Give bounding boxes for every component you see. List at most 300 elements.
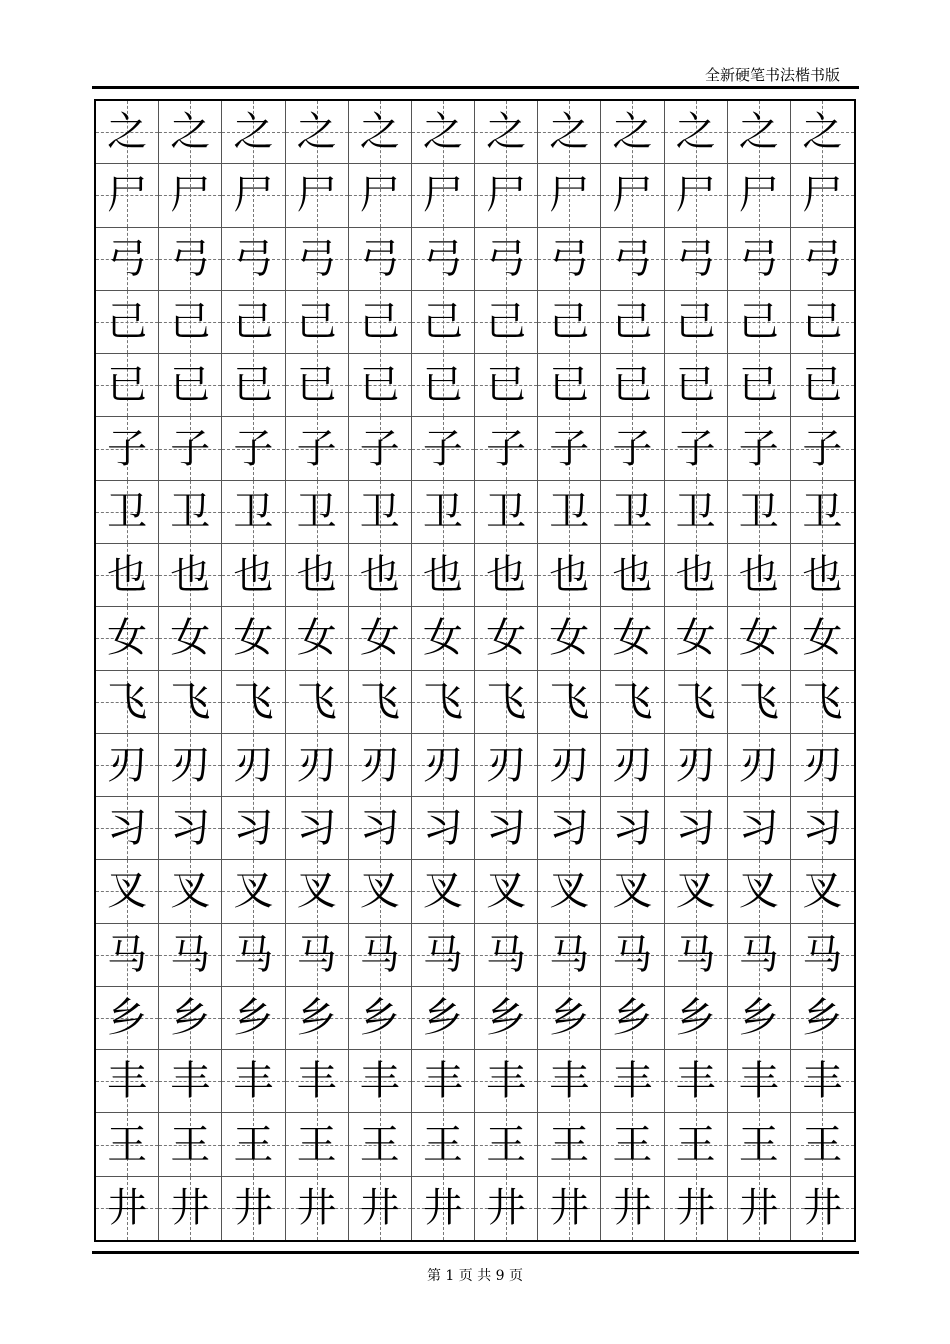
practice-character: 之 [675, 109, 716, 156]
grid-cell [665, 797, 728, 860]
practice-character: 已 [612, 362, 653, 409]
grid-cell [475, 481, 538, 544]
grid-cell [159, 101, 222, 164]
practice-character: 尸 [422, 172, 463, 219]
grid-cell [601, 607, 664, 670]
practice-character: 也 [675, 552, 716, 599]
grid-cell [538, 228, 601, 291]
grid-cell [222, 544, 285, 607]
grid-cell [412, 734, 475, 797]
grid-cell [601, 544, 664, 607]
practice-character: 弓 [296, 235, 337, 282]
practice-character: 弓 [486, 235, 527, 282]
grid-cell [475, 291, 538, 354]
practice-character: 之 [486, 109, 527, 156]
grid-cell [791, 671, 854, 734]
practice-character: 也 [738, 552, 779, 599]
grid-cell [538, 417, 601, 480]
practice-character: 弓 [612, 235, 653, 282]
grid-cell [286, 924, 349, 987]
practice-character: 井 [675, 1185, 716, 1232]
grid-cell [159, 860, 222, 923]
practice-character: 弓 [738, 235, 779, 282]
practice-character: 卫 [170, 488, 211, 535]
practice-character: 井 [233, 1185, 274, 1232]
grid-cell [412, 671, 475, 734]
practice-character: 己 [675, 298, 716, 345]
practice-character: 马 [675, 931, 716, 978]
practice-character: 马 [486, 931, 527, 978]
grid-cell [349, 987, 412, 1050]
grid-cell [349, 228, 412, 291]
grid-cell [665, 924, 728, 987]
grid-cell [791, 797, 854, 860]
grid-cell [665, 354, 728, 417]
practice-character: 弓 [422, 235, 463, 282]
practice-character: 已 [296, 362, 337, 409]
practice-character: 习 [549, 805, 590, 852]
practice-character: 已 [359, 362, 400, 409]
practice-character: 马 [296, 931, 337, 978]
practice-character: 女 [675, 615, 716, 662]
practice-character: 乡 [170, 995, 211, 1042]
practice-character: 乡 [107, 995, 148, 1042]
grid-cell [412, 607, 475, 670]
practice-character: 子 [422, 425, 463, 472]
practice-character: 子 [549, 425, 590, 472]
practice-character: 己 [422, 298, 463, 345]
grid-cell [601, 734, 664, 797]
practice-character: 井 [170, 1185, 211, 1232]
footer-rule [92, 1251, 859, 1254]
practice-character: 卫 [802, 488, 843, 535]
practice-character: 习 [170, 805, 211, 852]
practice-character: 乡 [296, 995, 337, 1042]
grid-cell [665, 1113, 728, 1176]
grid-cell [665, 481, 728, 544]
practice-character: 女 [233, 615, 274, 662]
practice-character: 王 [359, 1121, 400, 1168]
practice-character: 子 [675, 425, 716, 472]
grid-cell [96, 1177, 159, 1240]
practice-character: 王 [675, 1121, 716, 1168]
grid-cell [96, 228, 159, 291]
practice-character: 也 [296, 552, 337, 599]
grid-cell [665, 1050, 728, 1113]
practice-character: 飞 [549, 678, 590, 725]
practice-character: 飞 [802, 678, 843, 725]
practice-character: 也 [359, 552, 400, 599]
grid-cell [349, 354, 412, 417]
practice-character: 己 [107, 298, 148, 345]
grid-cell [665, 164, 728, 227]
practice-character: 女 [296, 615, 337, 662]
practice-character: 叉 [170, 868, 211, 915]
grid-cell [475, 544, 538, 607]
grid-cell [349, 1050, 412, 1113]
grid-cell [475, 734, 538, 797]
grid-cell [475, 797, 538, 860]
grid-cell [412, 1113, 475, 1176]
practice-character: 刃 [359, 741, 400, 788]
grid-cell [538, 924, 601, 987]
grid-cell [728, 1177, 791, 1240]
grid-cell [412, 860, 475, 923]
practice-character: 王 [233, 1121, 274, 1168]
grid-cell [538, 164, 601, 227]
practice-character: 王 [549, 1121, 590, 1168]
grid-cell [601, 797, 664, 860]
grid-cell [286, 354, 349, 417]
grid-cell [475, 164, 538, 227]
practice-character: 叉 [486, 868, 527, 915]
practice-character: 子 [170, 425, 211, 472]
grid-cell [665, 860, 728, 923]
grid-cell [538, 291, 601, 354]
practice-character: 丰 [422, 1058, 463, 1105]
grid-cell [159, 417, 222, 480]
practice-character: 习 [422, 805, 463, 852]
grid-cell [159, 481, 222, 544]
grid-cell [286, 417, 349, 480]
grid-cell [791, 1177, 854, 1240]
grid-cell [96, 481, 159, 544]
grid-cell [791, 924, 854, 987]
grid-cell [286, 544, 349, 607]
practice-character: 飞 [486, 678, 527, 725]
grid-cell [601, 354, 664, 417]
practice-character: 井 [802, 1185, 843, 1232]
practice-character: 弓 [549, 235, 590, 282]
practice-character: 王 [612, 1121, 653, 1168]
practice-character: 井 [549, 1185, 590, 1232]
grid-cell [601, 291, 664, 354]
practice-character: 王 [170, 1121, 211, 1168]
grid-cell [286, 671, 349, 734]
grid-cell [538, 354, 601, 417]
grid-cell [728, 481, 791, 544]
grid-cell [665, 228, 728, 291]
practice-character: 尸 [738, 172, 779, 219]
practice-character: 马 [170, 931, 211, 978]
practice-grid [94, 99, 856, 1242]
grid-cell [791, 101, 854, 164]
grid-cell [412, 1050, 475, 1113]
practice-character: 卫 [296, 488, 337, 535]
practice-character: 之 [233, 109, 274, 156]
grid-cell [286, 1050, 349, 1113]
practice-character: 叉 [675, 868, 716, 915]
grid-cell [96, 1113, 159, 1176]
practice-character: 卫 [549, 488, 590, 535]
practice-character: 马 [612, 931, 653, 978]
grid-cell [286, 1177, 349, 1240]
grid-cell [222, 797, 285, 860]
grid-cell [601, 1050, 664, 1113]
grid-cell [601, 101, 664, 164]
grid-cell [222, 671, 285, 734]
grid-cell [222, 607, 285, 670]
practice-character: 飞 [233, 678, 274, 725]
grid-cell [159, 1113, 222, 1176]
practice-character: 尸 [486, 172, 527, 219]
practice-character: 乡 [486, 995, 527, 1042]
practice-character: 卫 [486, 488, 527, 535]
grid-cell [222, 291, 285, 354]
grid-cell [728, 1050, 791, 1113]
grid-cell [222, 734, 285, 797]
practice-character: 叉 [233, 868, 274, 915]
practice-character: 子 [233, 425, 274, 472]
practice-character: 乡 [549, 995, 590, 1042]
practice-character: 乡 [675, 995, 716, 1042]
practice-character: 已 [738, 362, 779, 409]
grid-cell [96, 101, 159, 164]
practice-character: 丰 [486, 1058, 527, 1105]
practice-character: 也 [422, 552, 463, 599]
practice-character: 子 [107, 425, 148, 472]
practice-character: 习 [738, 805, 779, 852]
practice-character: 尸 [802, 172, 843, 219]
practice-character: 习 [233, 805, 274, 852]
practice-character: 弓 [675, 235, 716, 282]
grid-cell [159, 987, 222, 1050]
practice-character: 刃 [802, 741, 843, 788]
grid-cell [159, 797, 222, 860]
grid-cell [222, 354, 285, 417]
grid-cell [286, 101, 349, 164]
practice-character: 弓 [359, 235, 400, 282]
grid-cell [96, 734, 159, 797]
grid-cell [159, 228, 222, 291]
grid-cell [791, 354, 854, 417]
practice-character: 丰 [802, 1058, 843, 1105]
grid-cell [349, 101, 412, 164]
grid-cell [728, 101, 791, 164]
practice-character: 己 [612, 298, 653, 345]
practice-character: 己 [549, 298, 590, 345]
practice-character: 之 [422, 109, 463, 156]
practice-character: 井 [296, 1185, 337, 1232]
practice-character: 飞 [422, 678, 463, 725]
grid-cell [96, 164, 159, 227]
grid-cell [538, 797, 601, 860]
grid-cell [538, 1050, 601, 1113]
practice-character: 卫 [359, 488, 400, 535]
grid-cell [475, 671, 538, 734]
practice-character: 王 [486, 1121, 527, 1168]
practice-character: 刃 [107, 741, 148, 788]
practice-character: 尸 [107, 172, 148, 219]
grid-cell [159, 1177, 222, 1240]
practice-character: 己 [359, 298, 400, 345]
practice-character: 已 [422, 362, 463, 409]
grid-cell [96, 860, 159, 923]
practice-character: 叉 [296, 868, 337, 915]
grid-cell [728, 291, 791, 354]
practice-character: 刃 [422, 741, 463, 788]
grid-cell [665, 417, 728, 480]
practice-character: 卫 [233, 488, 274, 535]
practice-character: 也 [802, 552, 843, 599]
practice-character: 已 [233, 362, 274, 409]
grid-cell [222, 924, 285, 987]
practice-character: 弓 [233, 235, 274, 282]
practice-character: 女 [738, 615, 779, 662]
grid-cell [601, 1177, 664, 1240]
grid-cell [96, 924, 159, 987]
grid-cell [665, 544, 728, 607]
grid-cell [96, 544, 159, 607]
grid-cell [601, 228, 664, 291]
practice-character: 尸 [233, 172, 274, 219]
grid-cell [791, 481, 854, 544]
practice-character: 已 [802, 362, 843, 409]
practice-character: 乡 [422, 995, 463, 1042]
grid-cell [538, 1113, 601, 1176]
grid-cell [286, 607, 349, 670]
grid-cell [159, 291, 222, 354]
practice-character: 也 [107, 552, 148, 599]
practice-character: 己 [802, 298, 843, 345]
grid-cell [475, 860, 538, 923]
grid-cell [412, 481, 475, 544]
header-rule [92, 86, 859, 89]
practice-character: 丰 [170, 1058, 211, 1105]
practice-character: 飞 [675, 678, 716, 725]
grid-cell [349, 734, 412, 797]
grid-cell [538, 544, 601, 607]
practice-character: 之 [296, 109, 337, 156]
practice-character: 刃 [675, 741, 716, 788]
grid-cell [475, 417, 538, 480]
practice-character: 乡 [233, 995, 274, 1042]
grid-cell [601, 860, 664, 923]
practice-character: 子 [486, 425, 527, 472]
grid-cell [349, 671, 412, 734]
practice-character: 已 [107, 362, 148, 409]
grid-cell [475, 607, 538, 670]
practice-character: 也 [612, 552, 653, 599]
practice-character: 子 [612, 425, 653, 472]
practice-character: 井 [422, 1185, 463, 1232]
practice-character: 己 [170, 298, 211, 345]
grid-cell [222, 1113, 285, 1176]
practice-character: 己 [233, 298, 274, 345]
practice-character: 女 [107, 615, 148, 662]
grid-cell [349, 924, 412, 987]
practice-character: 飞 [296, 678, 337, 725]
grid-cell [728, 164, 791, 227]
practice-character: 井 [107, 1185, 148, 1232]
grid-cell [791, 607, 854, 670]
grid-cell [475, 1050, 538, 1113]
grid-cell [349, 164, 412, 227]
grid-cell [538, 987, 601, 1050]
practice-character: 飞 [107, 678, 148, 725]
practice-character: 也 [233, 552, 274, 599]
grid-cell [728, 354, 791, 417]
grid-cell [286, 987, 349, 1050]
grid-cell [475, 987, 538, 1050]
grid-cell [159, 734, 222, 797]
practice-character: 乡 [738, 995, 779, 1042]
grid-cell [412, 417, 475, 480]
grid-cell [665, 671, 728, 734]
grid-cell [412, 924, 475, 987]
grid-cell [412, 1177, 475, 1240]
grid-cell [96, 417, 159, 480]
practice-character: 己 [486, 298, 527, 345]
grid-cell [96, 987, 159, 1050]
grid-cell [601, 924, 664, 987]
grid-cell [791, 228, 854, 291]
grid-cell [412, 544, 475, 607]
practice-character: 丰 [107, 1058, 148, 1105]
practice-character: 王 [422, 1121, 463, 1168]
grid-cell [475, 101, 538, 164]
practice-character: 丰 [359, 1058, 400, 1105]
practice-character: 叉 [802, 868, 843, 915]
practice-character: 已 [170, 362, 211, 409]
practice-character: 女 [486, 615, 527, 662]
grid-cell [412, 987, 475, 1050]
grid-cell [791, 291, 854, 354]
practice-character: 也 [170, 552, 211, 599]
practice-character: 丰 [612, 1058, 653, 1105]
practice-character: 丰 [233, 1058, 274, 1105]
grid-cell [728, 734, 791, 797]
practice-character: 习 [359, 805, 400, 852]
practice-character: 刃 [738, 741, 779, 788]
grid-cell [601, 164, 664, 227]
grid-cell [475, 924, 538, 987]
grid-cell [159, 607, 222, 670]
grid-cell [538, 481, 601, 544]
grid-cell [728, 860, 791, 923]
grid-cell [665, 101, 728, 164]
grid-cell [159, 164, 222, 227]
grid-cell [728, 797, 791, 860]
grid-cell [728, 228, 791, 291]
grid-cell [728, 987, 791, 1050]
grid-cell [791, 860, 854, 923]
grid-cell [222, 987, 285, 1050]
practice-character: 已 [549, 362, 590, 409]
practice-character: 叉 [422, 868, 463, 915]
practice-character: 之 [612, 109, 653, 156]
grid-cell [349, 607, 412, 670]
practice-character: 也 [486, 552, 527, 599]
practice-character: 女 [170, 615, 211, 662]
practice-character: 弓 [802, 235, 843, 282]
practice-character: 丰 [549, 1058, 590, 1105]
practice-character: 习 [802, 805, 843, 852]
practice-character: 刃 [170, 741, 211, 788]
practice-character: 卫 [422, 488, 463, 535]
grid-cell [475, 354, 538, 417]
practice-character: 己 [738, 298, 779, 345]
practice-character: 刃 [612, 741, 653, 788]
grid-cell [791, 1113, 854, 1176]
practice-character: 王 [738, 1121, 779, 1168]
grid-cell [412, 164, 475, 227]
practice-character: 习 [296, 805, 337, 852]
grid-cell [159, 1050, 222, 1113]
grid-cell [349, 417, 412, 480]
grid-cell [286, 860, 349, 923]
practice-character: 卫 [738, 488, 779, 535]
